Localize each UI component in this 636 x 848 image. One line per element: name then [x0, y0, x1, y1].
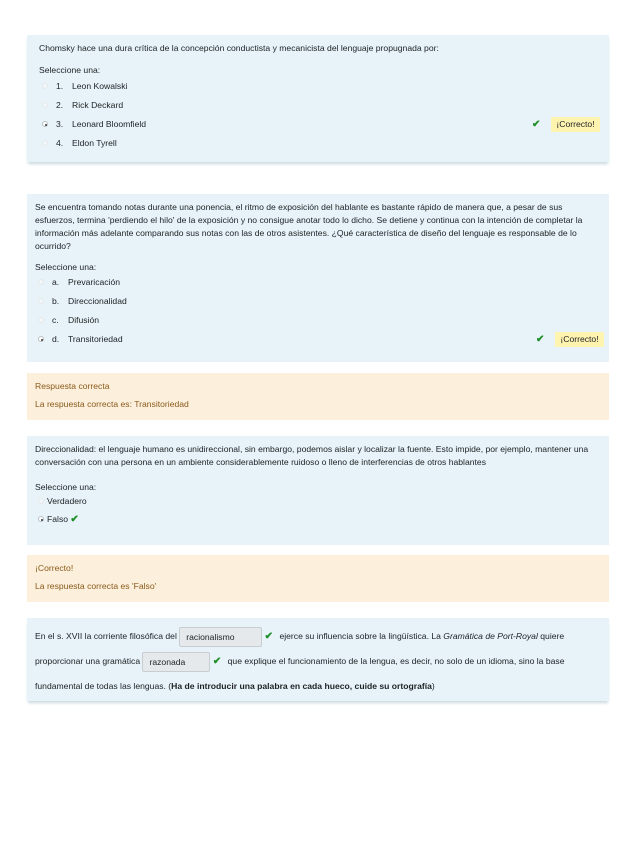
option-letter: b. — [52, 296, 60, 306]
question-1 — [27, 35, 609, 162]
feedback-status: Respuesta correcta — [35, 381, 110, 391]
check-icon: ✔ — [532, 119, 541, 130]
select-label: Seleccione una: — [35, 262, 97, 272]
option-b[interactable] — [35, 292, 601, 311]
select-label: Seleccione una: — [35, 482, 97, 492]
question-2 — [27, 194, 609, 362]
feedback-answer: La respuesta correcta es 'Falso' — [35, 581, 157, 591]
option-text: Verdadero — [47, 496, 87, 506]
question-4 — [27, 618, 609, 701]
option-letter: c. — [52, 315, 59, 325]
radio-icon[interactable] — [38, 279, 44, 285]
radio-icon[interactable] — [38, 336, 44, 342]
question-1-prompt: Chomsky hace una dura crítica de la concepción conductista y mecanicista del lenguaje propugnada por: — [39, 43, 439, 53]
option-text: Direccionalidad — [68, 296, 127, 306]
radio-icon[interactable] — [42, 83, 48, 89]
feedback-3 — [27, 555, 609, 602]
option-text: Leon Kowalski — [72, 81, 128, 91]
option-d[interactable] — [35, 330, 601, 349]
option-3[interactable] — [39, 115, 597, 134]
option-letter: 4. — [56, 138, 64, 148]
radio-icon[interactable] — [42, 140, 48, 146]
option-text: Leonard Bloomfield — [72, 119, 147, 129]
option-text: Difusión — [68, 315, 100, 325]
option-c[interactable] — [35, 311, 601, 330]
radio-icon[interactable] — [38, 498, 44, 504]
option-falso[interactable] — [35, 510, 601, 528]
check-icon: ✔ — [212, 656, 222, 667]
correct-indicator — [532, 115, 600, 134]
cloze-text: quiere — [540, 631, 565, 641]
question-3 — [27, 436, 609, 545]
feedback-status: ¡Correcto! — [35, 563, 74, 573]
cloze-text: ) — [431, 681, 435, 691]
radio-icon[interactable] — [38, 516, 44, 522]
radio-icon[interactable] — [38, 317, 44, 323]
check-icon: ✔ — [536, 334, 545, 345]
option-verdadero[interactable] — [35, 492, 601, 510]
option-text: Rick Deckard — [72, 100, 124, 110]
feedback-answer: La respuesta correcta es: Transitoriedad — [35, 399, 189, 409]
option-text: Prevaricación — [68, 277, 121, 287]
feedback-2 — [27, 373, 609, 420]
option-text: Eldon Tyrell — [72, 138, 117, 148]
option-1[interactable] — [39, 77, 597, 96]
blank-input-2[interactable]: razonada — [142, 652, 210, 672]
correct-indicator — [536, 330, 604, 349]
option-2[interactable] — [39, 96, 597, 115]
question-2-prompt: Se encuentra tomando notas durante una ponencia, el ritmo de exposición del hablante es bastante rápido de manera que, a pesar de sus esfuerzos, termina 'perdiendo el hilo' de la exposición y no consigue anotar todo lo dicho. Se detiene y continua con la intención de completar la información más adelante comparando sus notas con las de otros asistentes. ¿Qué característica de diseño del lenguaje es responsable de lo ocurrido? — [35, 202, 583, 251]
option-letter: a. — [52, 277, 60, 287]
cloze-text: fundamental de todas las lenguas. ( — [35, 681, 172, 691]
check-icon: ✔ — [264, 631, 274, 642]
correct-badge: ¡Correcto! — [555, 332, 603, 347]
radio-icon[interactable] — [42, 121, 48, 127]
radio-icon[interactable] — [42, 102, 48, 108]
option-letter: 2. — [56, 100, 64, 110]
cloze-italic: Gramática de Port-Royal — [443, 631, 538, 641]
question-3-prompt: Direccionalidad: el lenguaje humano es unidireccional, sin embargo, podemos aislar y localizar la fuente. Esto impide, por ejemplo, mantener una conversación con una persona en un ambiente considerablemente ruidoso o lleno de interferencias de otros hablantes — [35, 444, 589, 467]
option-letter: 3. — [56, 119, 64, 129]
option-text: Transitoriedad — [68, 334, 123, 344]
cloze-text: ejerce su influencia sobre la lingüística. La — [279, 631, 441, 641]
check-icon: ✔ — [70, 514, 79, 525]
option-a[interactable] — [35, 273, 601, 292]
cloze-text: En el s. XVII la corriente filosófica del — [35, 631, 177, 641]
select-label: Seleccione una: — [39, 65, 101, 75]
correct-badge: ¡Correcto! — [551, 117, 599, 132]
cloze-text: proporcionar una gramática — [35, 656, 141, 666]
option-text: Falso — [47, 514, 69, 524]
option-letter: d. — [52, 334, 60, 344]
option-letter: 1. — [56, 81, 64, 91]
radio-icon[interactable] — [38, 298, 44, 304]
blank-input-1[interactable]: racionalismo — [179, 627, 262, 647]
cloze-bold-instruction: Ha de introducir una palabra en cada hueco, cuide su ortografía — [171, 681, 432, 691]
option-4[interactable] — [39, 134, 597, 153]
cloze-text: que explique el funcionamiento de la lengua, es decir, no solo de un idioma, sino la base — [227, 656, 565, 666]
option-text-wrap — [47, 510, 79, 529]
